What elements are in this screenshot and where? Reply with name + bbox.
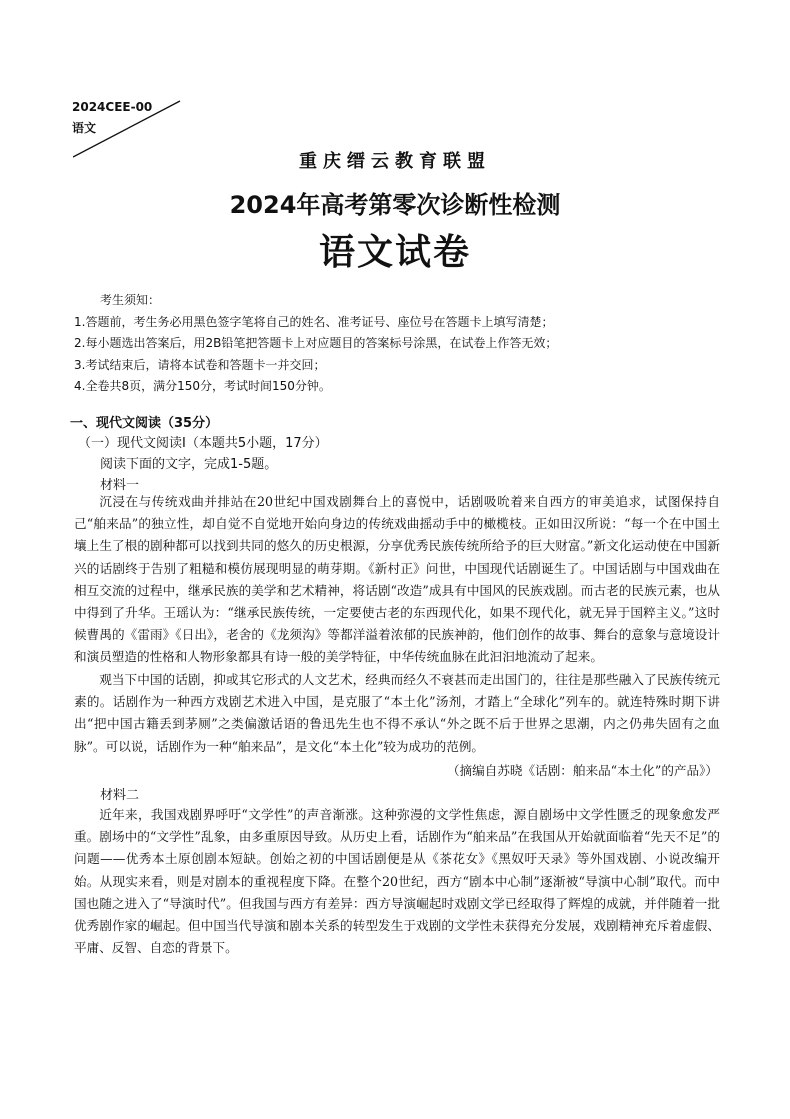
notice-item: 4.全卷共8页，满分150分，考试时间150分钟。: [74, 379, 331, 393]
notice-item: 1.答题前，考生务必用黑色签字笔将自己的姓名、准考证号、座位号在答题卡上填写清楚；: [74, 314, 554, 329]
material2-paragraph: 近年来，我国戏剧界呼吁“文学性”的声音渐涨。这种弥漫的文学性焦虑，源自剧场中文学性匮乏的现象愈发严重。剧场中的“文学性”乱象，由多重原因导致。从历史上看，话剧作为“舶来品”在我国从开始就面临着“先天不足”的问题——优秀本土原创剧本短缺。创始之初的中国话剧便是从《茶花女》《黑奴吁天录》等外国戏剧、小说改编开始。从现实来看，则是对剧本的重视程度下降。在整个20世纪，西方“剧本中心制”逐渐被“导演中心制”取代。而中国也随之进入了“导演时代”。但我国与西方有差异：西方导演崛起时戏剧文学已经取得了辉煌的成就，并伴随着一批优秀剧作家的崛起。但中国当代导演和剧本关系的转型发生于戏剧的文学性未获得充分发展，戏剧精神充斥着虚假、平庸、反智、自恋的背景下。: [74, 807, 720, 956]
material2-label: 材料二: [100, 788, 140, 803]
candidate-notice: [74, 290, 724, 398]
subject-tag: 语文: [72, 121, 97, 135]
subsection-title: （一）现代文阅读Ⅰ（本题共5小题，17分）: [78, 436, 328, 451]
reading-instruction: 阅读下面的文字，完成1-5题。: [100, 457, 278, 472]
material1-paragraph: 沉浸在与传统戏曲并排站在20世纪中国戏剧舞台上的喜悦中，话剧吸吮着来自西方的审美追求，试图保持自己“舶来品”的独立性，却自觉不自觉地开始向身边的传统戏曲摇动手中的橄榄枝。正如田汉所说：“每一个在中国土壤上生了根的剧种都可以找到共同的悠久的历史根源，分享优秀民族传统所给予的巨大财富。”新文化运动使在中国新兴的话剧终于告别了粗糙和模仿展现明显的萌芽期。《新村正》问世，中国现代话剧诞生了。中国话剧与中国戏曲在相互交流的过程中，继承民族的美学和艺术精神，将话剧“改造”成具有中国风的民族戏剧。而古老的民族元素，也从中得到了升华。王瑶认为：“继承民族传统，一定要使古老的东西现代化，如果不现代化，就无异于国粹主义。”这时候曹禺的《雷雨》《日出》，老舍的《龙须沟》等都洋溢着浓郁的民族神韵，他们创作的故事、舞台的意象与意境设计和演员塑造的性格和人物形象都具有诗一般的美学特征，中华传统血脉在此汩汩地流动了起来。: [74, 494, 720, 665]
notice-item: 3.考试结束后，请将本试卷和答题卡一并交回；: [74, 357, 326, 372]
subject-title: 语文试卷: [318, 232, 471, 273]
material1-source: （摘编自苏晓《话剧：舶来品“本土化”的产品》）: [446, 763, 718, 778]
notice-item: 2.每小题选出答案后，用2B铅笔把答题卡上对应题目的答案标号涂黑，在试卷上作答无效；: [74, 336, 558, 350]
section-title: 一、现代文阅读（35分）: [70, 416, 219, 431]
material1-paragraph: 观当下中国的话剧，抑或其它形式的人文艺术，经典而经久不衰甚而走出国门的，往往是那些融入了民族传统元素的。话剧作为一种西方戏剧艺术进入中国，是克服了“本土化”汤剂，才踏上“全球化”列车的。就连特殊时期下讲出“把中国古籍丢到茅厕”之类偏激话语的鲁迅先生也不得不承认“外之既不后于世界之思潮，内之仍弗失固有之血脉”。可以说，话剧作为一种“舶来品”，是文化“本土化”较为成功的范例。: [74, 672, 720, 754]
notice-heading: 考生须知：: [100, 293, 161, 307]
exam-title: 2024年高考第零次诊断性检测: [229, 191, 561, 219]
org-name: 重庆缙云教育联盟: [299, 151, 491, 172]
material1-label: 材料一: [100, 478, 140, 493]
exam-code: 2024CEE-00: [72, 100, 153, 114]
